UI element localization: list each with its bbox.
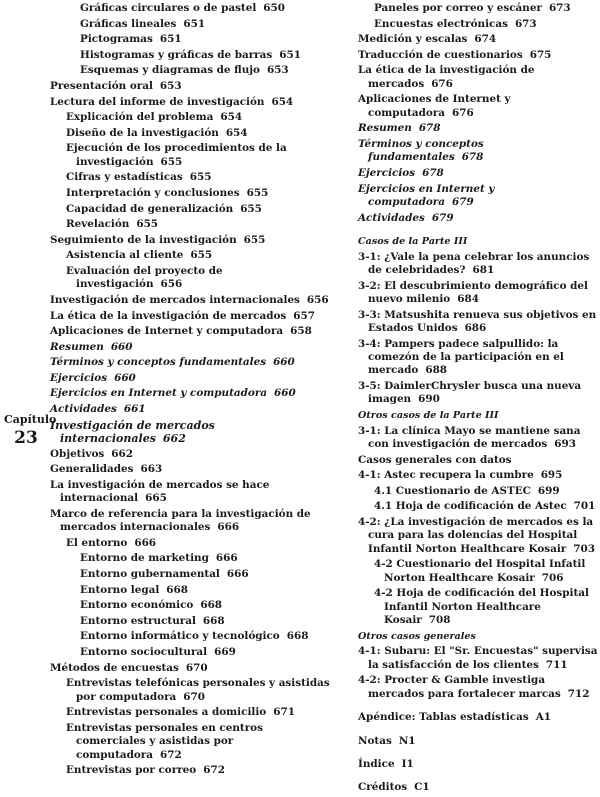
toc-entry-page: 668 [200,599,223,612]
toc-entry-title: Resumen [358,122,412,135]
toc-entry-title: Entorno legal [80,583,160,596]
toc-entry-title: Presentación oral [50,79,153,92]
toc-entry-page: 654 [271,95,294,108]
toc-entry-title: 3-5: DaimlerChrysler busca una nueva imagen [358,379,582,406]
toc-entry-page: 658 [290,325,312,338]
toc-entry [358,93,598,120]
toc-entry-title: Entrevistas por correo [66,764,197,777]
toc-entry-page: 669 [214,646,236,658]
toc-entry-page: I1 [401,757,414,770]
toc-entry [374,587,598,627]
toc-entry [358,711,598,724]
toc-entry-title: Encuestas electrónicas [374,17,508,30]
toc-entry [358,469,598,482]
toc-entry-page: 679 [452,195,474,208]
toc-entry [358,409,598,422]
toc-entry-page: 711 [545,658,568,671]
toc-entry-page: 690 [418,393,440,406]
toc-entry-page: C1 [414,781,430,794]
toc-entry-title: Ejecución de los procedimientos de la investigación [66,142,287,168]
toc-entry-page: 671 [273,706,295,719]
toc-entry [50,387,332,400]
toc-entry [66,537,332,550]
toc-entry [358,183,598,210]
toc-entry-page: 651 [279,48,301,61]
toc-entry [374,18,598,31]
toc-entry-title: Gráficas circulares o de pastel [80,2,257,14]
toc-entry-title: Lectura del informe de investigación [50,95,265,108]
toc-entry-page: 666 [226,568,249,581]
toc-entry-title: Actividades [50,403,117,416]
toc-entry-title: Otros casos generales [358,630,476,642]
toc-entry-page: 699 [537,484,560,497]
toc-entry-page: 701 [573,500,596,513]
toc-entry [358,138,598,165]
toc-entry-title: La ética de la investigación de mercados [358,64,535,90]
toc-entry [50,508,332,535]
toc-entry-page: 655 [240,202,262,215]
toc-entry-page: 668 [286,630,309,643]
toc-entry [50,234,332,247]
toc-entry-page: 684 [457,292,479,305]
toc-entry [358,280,598,307]
toc-entry-page: 662 [111,447,133,460]
toc-entry-title: Ejercicios en Internet y computadora [358,182,495,208]
toc-entry-title: Casos de la Parte III [358,235,468,247]
toc-entry-title: Interpretación y conclusiones [66,186,240,199]
toc-entry [50,341,332,354]
toc-entry-page: 670 [185,661,208,674]
toc-entry-title: Ejercicios en Internet y computadora [50,387,268,400]
toc-entry-title: La ética de la investigación de mercados [50,309,287,322]
toc-entry [50,448,332,461]
toc-entry-title: Entrevistas personales a domicilio [66,706,267,719]
toc-entry [50,479,332,506]
toc-entry [358,235,598,248]
toc-entry-title: Capacidad de generalización [66,202,234,215]
toc-entry [50,372,332,385]
toc-entry [50,356,332,369]
toc-entry-page: 688 [425,364,448,377]
toc-entry [50,310,332,323]
toc-entry-title: Paneles por correo y escáner [374,2,542,14]
toc-entry-page: 655 [190,249,213,262]
toc-entry [358,64,598,91]
toc-entry-title: Otros casos de la Parte III [358,409,499,421]
toc-entry-title: 4-2: ¿La investigación de mercados es la cura para las dolencias del Hospital Infantil Norton Healthcare Kosair [358,515,594,555]
toc-entry [80,18,332,31]
toc-entry [66,127,332,140]
toc-entry-page: 666 [217,521,240,534]
toc-entry [50,403,332,416]
toc-entry-title: Entrevistas telefónicas personales y asistidas por computadora [66,677,330,703]
toc-entry-title: Índice [358,757,395,770]
toc-entry [66,218,332,231]
toc-entry-page: 706 [541,571,564,584]
toc-entry-page: 651 [159,33,182,46]
toc-entry [80,33,332,46]
toc-entry-title: 3-1: La clínica Mayo se mantiene sana con investigación de mercados [358,424,581,450]
toc-entry-title: Notas [358,734,392,747]
toc-entry [358,338,598,378]
toc-entry-page: 655 [246,186,269,199]
toc-entry-page: 678 [461,151,484,164]
toc-entry-title: 3-1: ¿Vale la pena celebrar los anuncios de celebridades? [358,250,590,276]
toc-entry [66,722,332,762]
toc-entry-page: 654 [225,126,248,139]
toc-entry [358,212,598,225]
toc-entry-title: Entorno económico [80,599,194,612]
toc-entry [50,325,332,338]
toc-entry [374,485,598,498]
toc-entry-page: 681 [472,263,495,276]
toc-entry-page: 655 [160,155,183,168]
toc-entry [66,203,332,216]
toc-entry-page: 660 [273,356,295,369]
toc-entry [358,630,598,643]
toc-entry-title: Seguimiento de la investigación [50,233,237,246]
toc-entry-page: 672 [203,764,225,777]
toc-entry-page: 668 [166,583,188,596]
toc-entry-title: Gráficas lineales [80,17,177,30]
toc-entry-title: Diseño de la investigación [66,126,219,139]
toc-entry-title: 4-2 Cuestionario del Hospital Infatil Norton Healthcare Kosair [374,558,586,584]
toc-entry [80,2,332,15]
toc-entry-page: N1 [398,734,416,747]
toc-entry-title: Entorno informático y tecnológico [80,630,280,643]
toc-entry [80,630,332,643]
toc-entry-title: Generalidades [50,463,134,476]
toc-entry-title: 4-1: Subaru: El "Sr. Encuestas" supervisa la satisfacción de los clientes [358,645,598,671]
toc-entry [50,463,332,476]
toc-entry-title: Entorno sociocultural [80,646,208,658]
toc-entry [80,64,332,77]
toc-entry [66,706,332,719]
toc-entry-title: Actividades [358,211,425,224]
toc-entry-page: 678 [418,122,441,135]
toc-entry-page: 660 [114,371,136,384]
toc-entry-page: 665 [145,492,167,505]
chapter-label-text: Capítulo [4,413,57,426]
toc-entry-page: 666 [134,536,157,549]
toc-entry-title: Cifras y estadísticas [66,171,183,184]
toc-entry-title: Pictogramas [80,33,153,46]
toc-entry-page: 660 [110,340,133,353]
toc-entry-title: Investigación de mercados internacionales [50,293,300,306]
toc-entry [50,80,332,93]
toc-entry-title: Aplicaciones de Internet y computadora [50,325,284,338]
toc-entry [80,646,332,659]
toc-entry-page: 650 [263,2,285,14]
toc-entry [358,674,598,701]
toc-entry-title: Términos y conceptos fundamentales [358,137,484,164]
toc-entry [358,758,598,771]
toc-entry-page: 703 [573,542,595,555]
toc-entry [358,781,598,794]
toc-entry [80,49,332,62]
toc-entry [358,167,598,180]
toc-entry-page: 661 [123,403,146,416]
toc-entry-title: Esquemas y diagramas de flujo [80,64,260,77]
toc-entry-title: 3-3: Matsushita renueva sus objetivos en Estados Unidos [358,308,597,334]
toc-entry-title: Términos y conceptos fundamentales [50,356,267,369]
toc-entry-title: Objetivos [50,447,105,460]
toc-entry-page: 708 [428,614,451,627]
toc-entry-page: A1 [535,711,551,724]
toc-entry-page: 693 [554,437,576,450]
toc-entry [358,380,598,407]
toc-entry [358,645,598,672]
toc-entry-title: Apéndice: Tablas estadísticas [358,711,529,724]
toc-entry-title: Medición y escalas [358,33,468,46]
toc-entry-title: Asistencia al cliente [66,249,184,262]
toc-entry-title: Explicación del problema [66,111,214,124]
toc-entry [358,49,598,62]
toc-entry-title: La investigación de mercados se hace internacional [50,478,270,505]
chapter-number: 23 [14,428,38,448]
toc-entry-title: Métodos de encuestas [50,661,179,674]
toc-entry-title: 4-1: Astec recupera la cumbre [358,469,534,482]
toc-entry [66,265,332,292]
toc-entry-page: 655 [136,218,159,231]
toc-entry-page: 662 [162,432,186,446]
toc-entry [358,309,598,336]
toc-entry-page: 657 [293,309,315,322]
toc-entry [50,662,332,675]
toc-entry [358,735,598,748]
toc-entry-title: Entorno estructural [80,614,196,627]
toc-entry-page: 673 [514,17,537,30]
toc-entry-title: Resumen [50,340,104,353]
toc-entry [80,584,332,597]
toc-entry-page: 676 [431,77,453,90]
toc-entry-page: 678 [422,166,444,179]
toc-entry [50,294,332,307]
toc-entry-title: Casos generales con datos [358,453,512,466]
toc-entry-page: 668 [202,614,225,627]
toc-entry-title: 4-2 Hoja de codificación del Hospital Infantil Norton Healthcare Kosair [374,587,589,627]
toc-entry [374,500,598,513]
toc-entry-page: 656 [306,293,329,306]
toc-entry [66,111,332,124]
toc-entry-page: 695 [540,469,563,482]
toc-entry-title: Revelación [66,218,130,231]
toc-entry-page: 712 [567,687,590,700]
toc-entry-page: 676 [452,106,474,119]
toc-entry-title: Entorno gubernamental [80,568,220,581]
toc-entry-title: Marco de referencia para la investigación de mercados internacionales [50,507,311,534]
toc-entry [50,419,332,446]
toc-entry-title: 4.1 Hoja de codificación de Astec [374,500,567,513]
toc-entry-title: Créditos [358,781,408,794]
toc-entry-page: 673 [548,2,571,14]
toc-entry-page: 655 [243,233,266,246]
toc-entry-page: 675 [529,48,552,61]
toc-entry-title: Aplicaciones de Internet y computadora [358,93,511,119]
toc-entry-page: 653 [266,64,289,77]
toc-entry [66,187,332,200]
toc-entry [358,425,598,452]
toc-entry [358,33,598,46]
toc-entry-page: 663 [140,463,163,476]
toc-left-column [50,2,332,780]
toc-right-column [358,2,598,797]
toc-entry [80,552,332,565]
toc-entry [358,516,598,556]
toc-entry-title: Ejercicios [358,166,416,179]
toc-entry-page: 672 [160,748,182,761]
toc-entry [66,171,332,184]
toc-entry-page: 674 [474,33,497,46]
toc-entry-title: 3-4: Pampers padece salpullido: la comezón de la participación en el mercado [358,337,564,377]
toc-entry-title: Entrevistas personales en centros comerciales y asistidas por computadora [66,721,263,761]
toc-entry-page: 666 [215,552,238,565]
toc-entry [66,249,332,262]
toc-entry [66,142,332,169]
toc-entry [80,568,332,581]
toc-entry-page: 655 [189,171,212,184]
toc-entry [358,251,598,278]
toc-entry [374,2,598,15]
toc-entry [358,122,598,135]
toc-entry [80,615,332,628]
toc-entry-title: 3-2: El descubrimiento demográfico del nuevo milenio [358,279,588,305]
toc-entry-page: 656 [160,278,183,291]
toc-entry-page: 686 [464,321,487,334]
toc-entry-title: Traducción de cuestionarios [358,48,523,61]
toc-entry-page: 670 [183,690,205,703]
toc-entry [50,96,332,109]
toc-entry-page: 660 [274,387,296,400]
toc-entry-title: Investigación de mercados internacionales [50,418,215,446]
toc-entry-page: 651 [183,17,206,30]
toc-entry-page: 653 [159,79,182,92]
toc-entry [66,677,332,704]
toc-entry [358,454,598,467]
toc-entry-page: 679 [431,211,454,224]
toc-entry-title: Ejercicios [50,371,108,384]
toc-entry-title: 4-2: Procter & Gamble investiga mercados para fortalecer marcas [358,674,561,700]
toc-entry [66,764,332,777]
toc-entry [80,599,332,612]
chapter-label [4,413,57,448]
toc-entry [374,558,598,585]
toc-entry-title: Entorno de marketing [80,552,209,565]
toc-entry-title: Histogramas y gráficas de barras [80,48,273,61]
toc-entry-title: El entorno [66,536,128,549]
toc-entry-title: 4.1 Cuestionario de ASTEC [374,484,531,497]
toc-entry-title: Evaluación del proyecto de investigación [66,264,223,291]
toc-entry-page: 654 [220,111,243,124]
